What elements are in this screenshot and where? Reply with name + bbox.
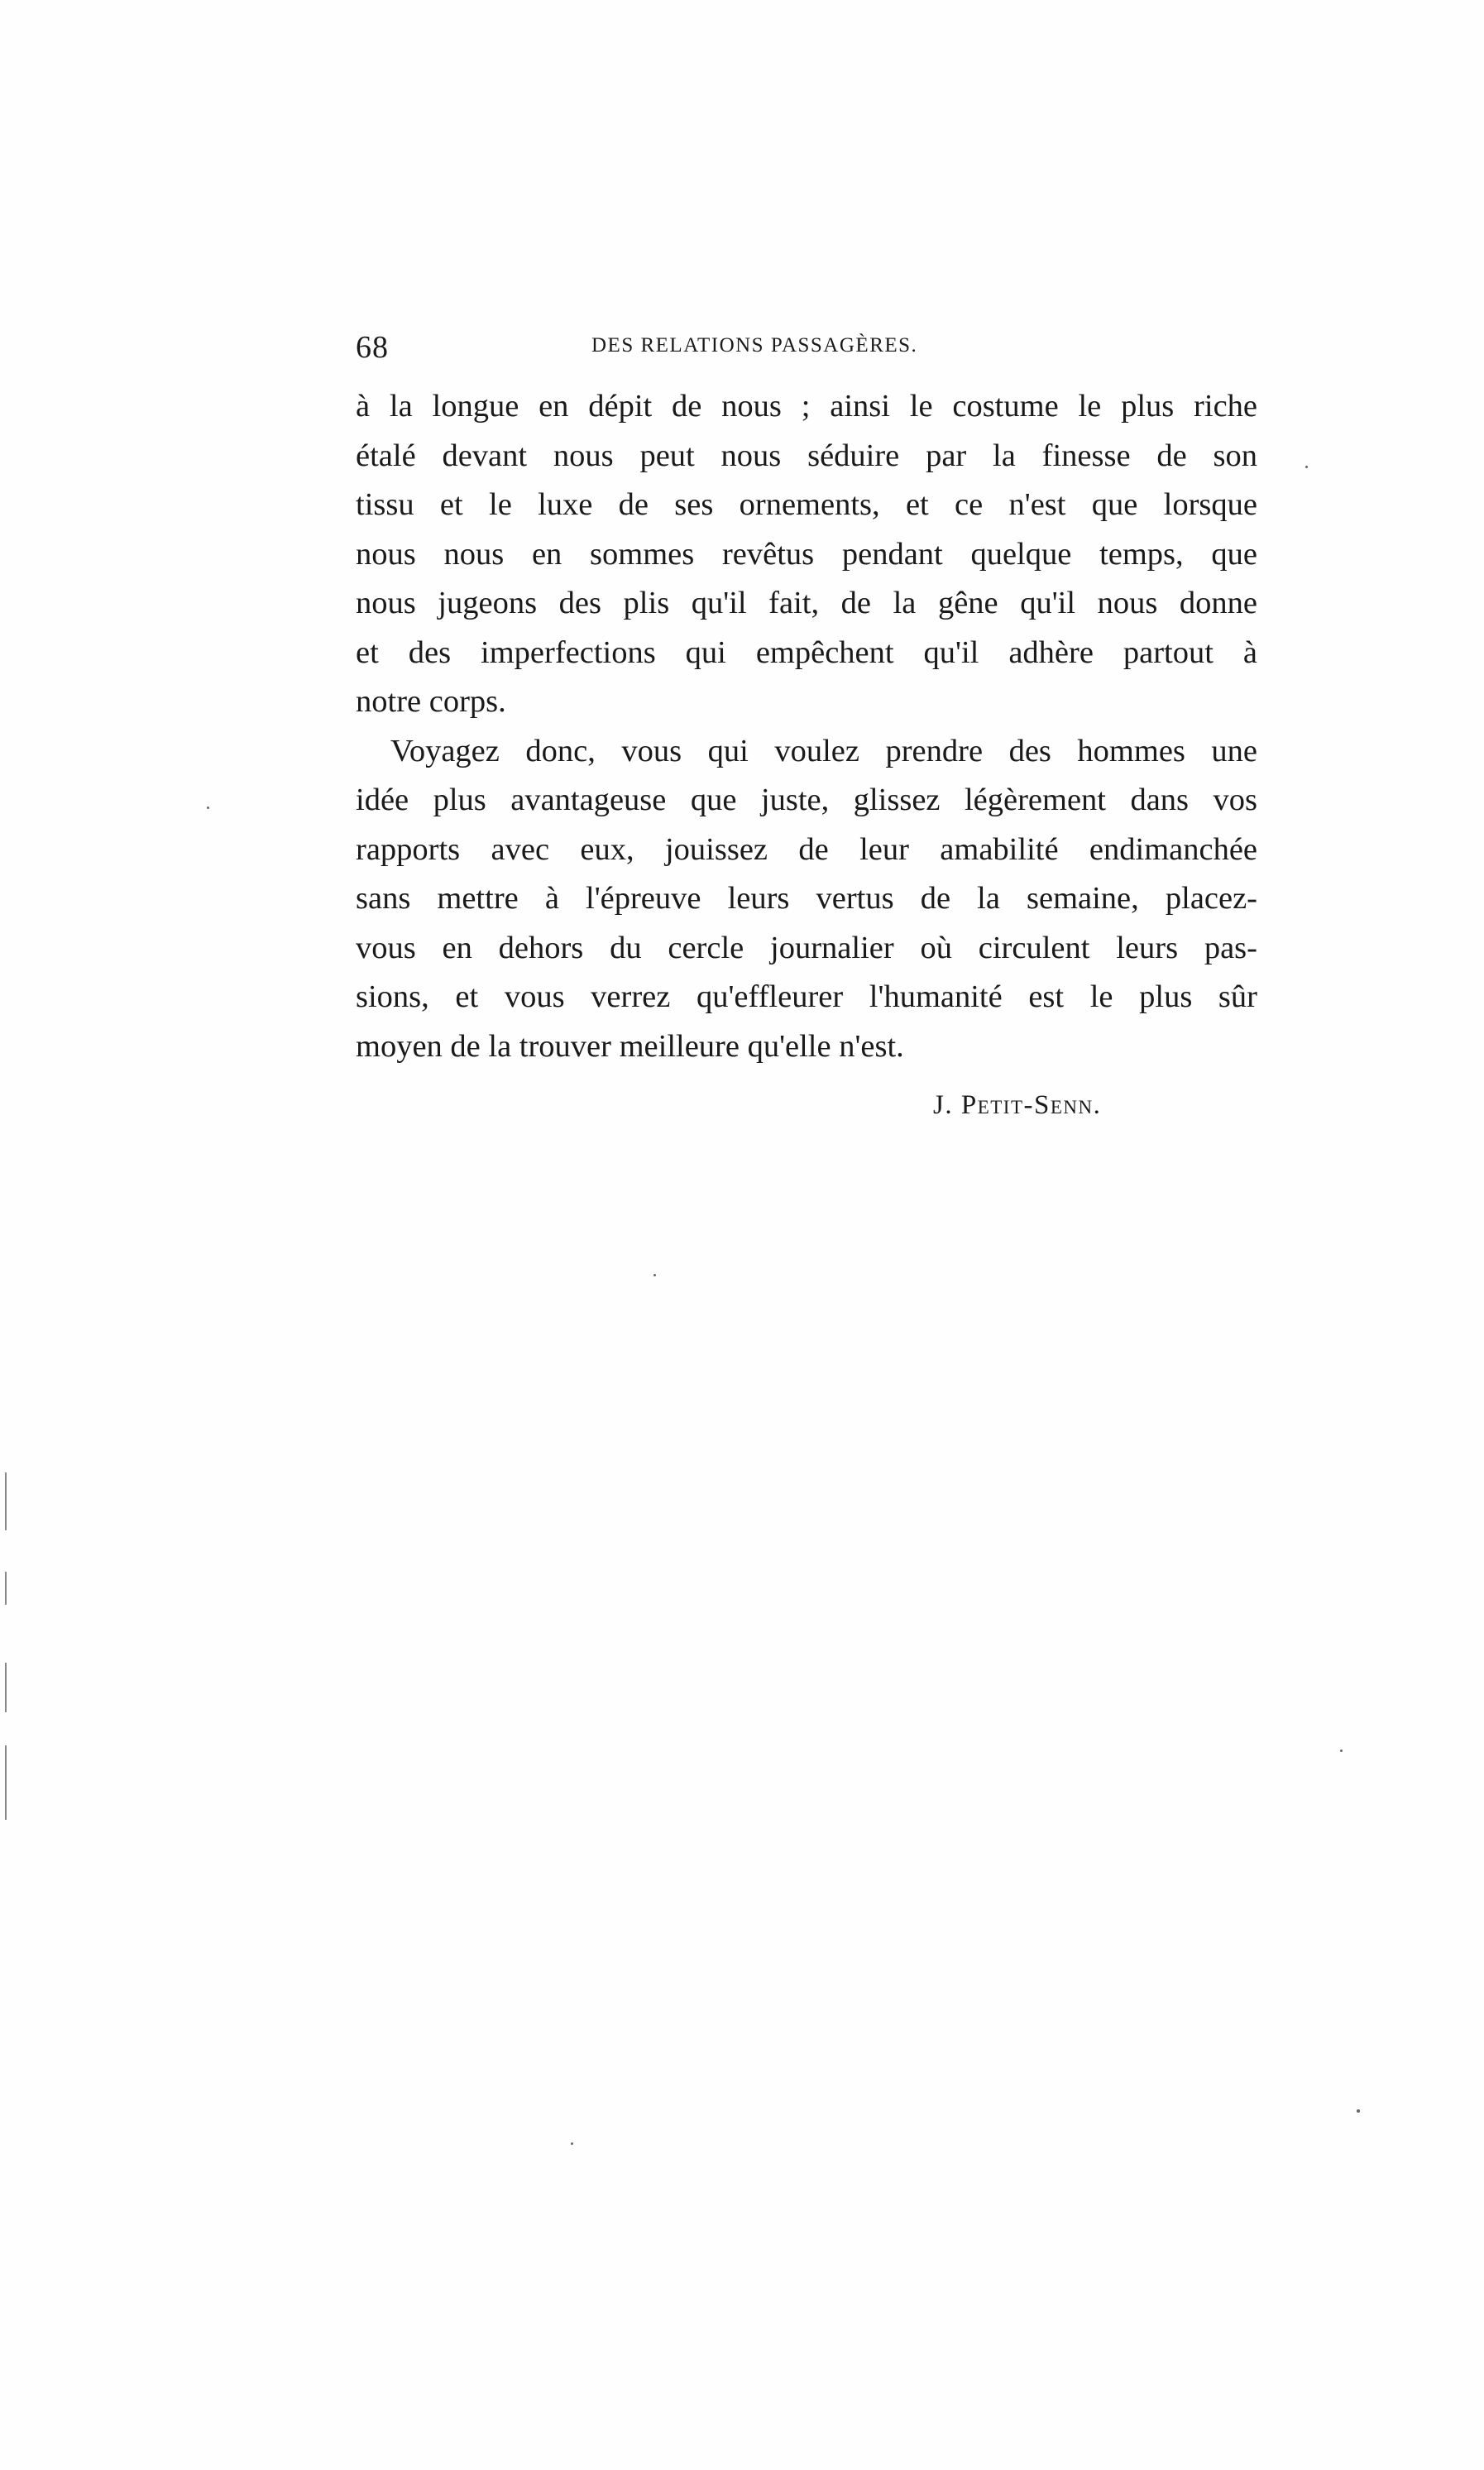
text-line: nous nous en sommes revêtus pendant quelque temps, que <box>356 536 1257 572</box>
text-line: à la longue en dépit de nous ; ainsi le costume le plus riche <box>356 389 1257 424</box>
body-text <box>356 382 1257 1071</box>
running-head: DES RELATIONS PASSAGÈRES. <box>591 334 918 357</box>
text-line: moyen de la trouver meilleure qu'elle n'est. <box>356 1028 904 1064</box>
scan-speck <box>571 2142 573 2145</box>
text-line: notre corps. <box>356 684 506 719</box>
scan-speck <box>1340 1750 1343 1752</box>
page-number: 68 <box>356 330 389 365</box>
text-line: étalé devant nous peut nous séduire par la finesse de son <box>356 438 1257 473</box>
scan-speck <box>653 1274 656 1276</box>
text-line: Voyagez donc, vous qui voulez prendre des hommes une <box>390 733 1257 768</box>
scan-edge-mark <box>5 1572 7 1605</box>
author-signature: J. Petit-Senn. <box>933 1090 1102 1120</box>
text-line: nous jugeons des plis qu'il fait, de la gêne qu'il nous donne <box>356 586 1257 620</box>
text-line: sions, et vous verrez qu'effleurer l'humanité est le plus sûr <box>356 979 1257 1014</box>
text-line: rapports avec eux, jouissez de leur amabilité endimanchée <box>356 831 1257 867</box>
scan-edge-mark <box>5 1472 7 1530</box>
scan-speck <box>1357 2109 1360 2113</box>
text-line: et des imperfections qui empêchent qu'il adhère partout à <box>356 634 1257 670</box>
text-line: tissu et le luxe de ses ornements, et ce n'est que lorsque <box>356 487 1257 522</box>
page-header <box>356 329 1257 371</box>
text-line: vous en dehors du cercle journalier où circulent leurs pas- <box>356 930 1257 965</box>
scan-speck <box>207 807 209 809</box>
text-line: sans mettre à l'épreuve leurs vertus de la semaine, placez- <box>356 881 1257 916</box>
scan-edge-mark <box>5 1663 7 1712</box>
text-line: idée plus avantageuse que juste, glissez légèrement dans vos <box>356 783 1257 817</box>
scan-speck <box>1305 466 1308 468</box>
scan-edge-mark <box>5 1745 7 1820</box>
